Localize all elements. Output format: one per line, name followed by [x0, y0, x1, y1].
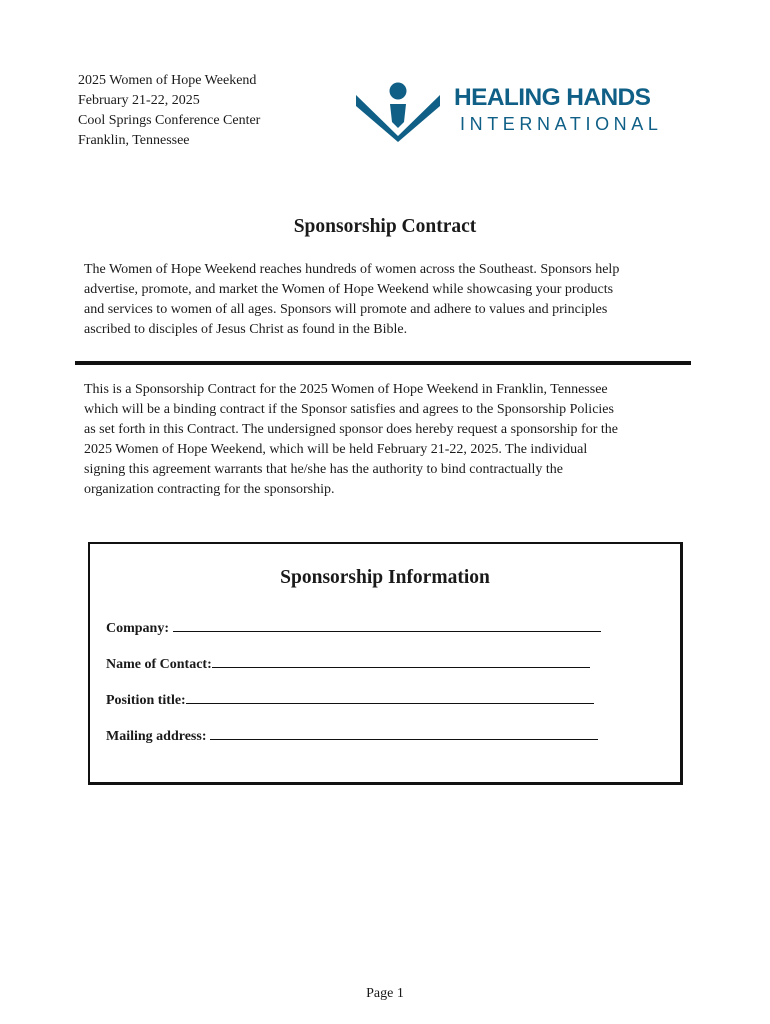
company-field [106, 617, 601, 637]
logo-name-line2: INTERNATIONAL [460, 114, 663, 134]
sponsorship-info-title: Sponsorship Information [280, 567, 490, 588]
contract-line: signing this agreement warrants that he/she has the authority to bind contractually the [84, 462, 563, 477]
company-input-line[interactable] [173, 617, 601, 632]
section-divider [75, 361, 691, 365]
contract-line: which will be a binding contract if the Sponsor satisfies and agrees to the Sponsorship Policies [84, 402, 614, 417]
contract-line: organization contracting for the sponsorship. [84, 482, 335, 497]
contract-line: This is a Sponsorship Contract for the 2025 Women of Hope Weekend in Franklin, Tennessee [84, 382, 608, 397]
address-field [106, 725, 598, 745]
contact-input-line[interactable] [212, 653, 590, 668]
intro-paragraph [84, 260, 704, 340]
contact-field [106, 653, 590, 673]
position-input-line[interactable] [186, 689, 594, 704]
event-name: 2025 Women of Hope Weekend [78, 73, 257, 88]
intro-line: ascribed to disciples of Jesus Christ as found in the Bible. [84, 322, 408, 337]
logo-name-line1: HEALING HANDS [454, 84, 651, 111]
position-field [106, 689, 594, 709]
page-number: Page 1 [366, 986, 404, 1001]
sponsorship-info-box [88, 542, 683, 785]
event-dates: February 21-22, 2025 [78, 93, 200, 108]
event-city: Franklin, Tennessee [78, 133, 190, 148]
contract-line: as set forth in this Contract. The undersigned sponsor does hereby request a sponsorship for the [84, 422, 618, 437]
logo-mark-icon [356, 78, 442, 144]
company-label: Company: [106, 621, 173, 636]
contract-line: 2025 Women of Hope Weekend, which will be held February 21-22, 2025. The individual [84, 442, 588, 457]
healing-hands-logo [356, 78, 686, 146]
contact-label: Name of Contact: [106, 657, 212, 672]
page-title: Sponsorship Contract [293, 216, 477, 237]
event-info [78, 71, 260, 151]
intro-line: advertise, promote, and market the Women of Hope Weekend while showcasing your products [84, 282, 614, 297]
address-input-line[interactable] [210, 725, 598, 740]
contract-paragraph [84, 380, 704, 500]
intro-line: and services to women of all ages. Sponsors will promote and adhere to values and principles [84, 302, 608, 317]
intro-line: The Women of Hope Weekend reaches hundreds of women across the Southeast. Sponsors help [84, 262, 620, 277]
address-label: Mailing address: [106, 729, 210, 744]
event-venue: Cool Springs Conference Center [78, 113, 261, 128]
position-label: Position title: [106, 693, 186, 708]
